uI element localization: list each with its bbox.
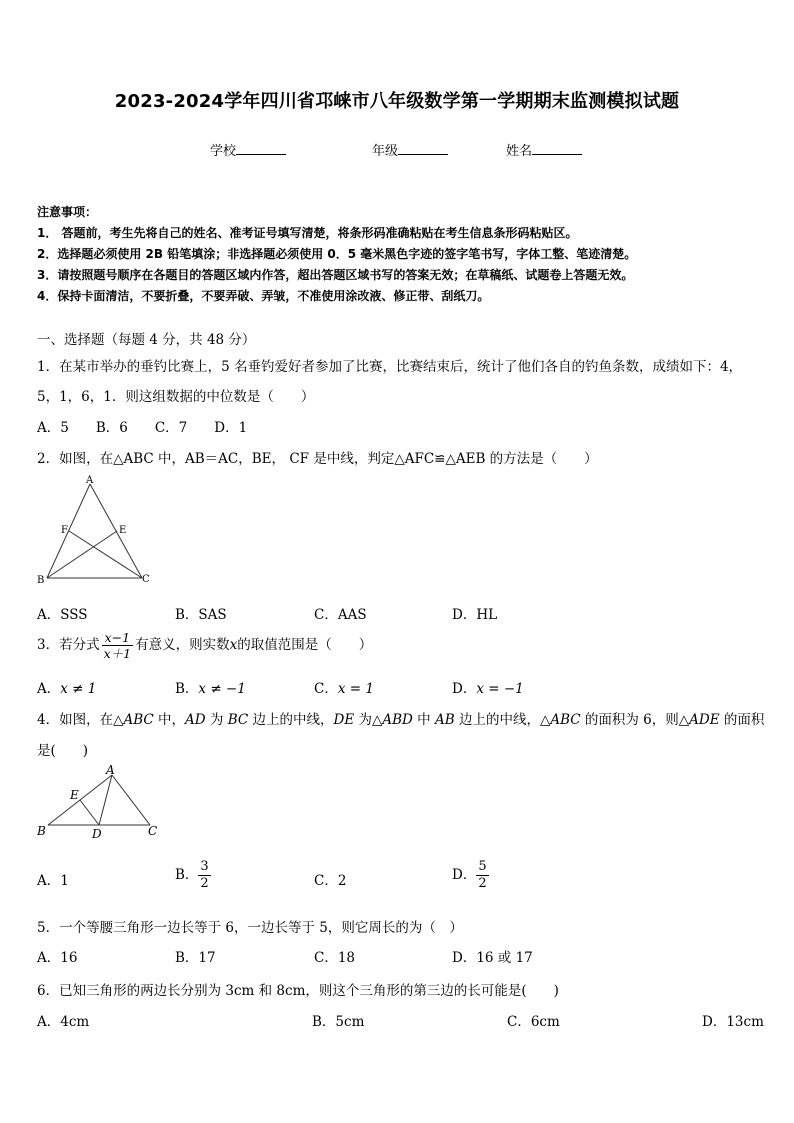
option-fraction (198, 859, 210, 892)
q4-line1 (37, 708, 764, 728)
option-math: x ≠ 1 (60, 681, 97, 697)
q3-text (37, 630, 372, 661)
q4-part: 为△ (354, 712, 383, 728)
q4-part: 的面积为 6，则△ (580, 712, 690, 728)
school-field (210, 140, 286, 159)
q5-option-a: A．16 (37, 950, 78, 966)
q3-suffix-a: 有意义，则实数 (135, 637, 230, 653)
option-value: 1 (60, 873, 69, 889)
q2-option-c: C．AAS (314, 607, 367, 623)
q2-option-d: D．HL (452, 607, 498, 623)
option-fraction (476, 859, 488, 892)
q3-option-a (37, 677, 96, 697)
section-heading: 一、选择题（每题 4 分，共 48 分） (37, 332, 256, 348)
q3-frac-den: x＋1 (103, 646, 132, 661)
q4-part: 4．如图，在△ (37, 712, 124, 728)
note-item: 3．请按照题号顺序在各题目的答题区域内作答，超出答题区域书写的答案无效；在草稿纸、试题卷上答题无效。 (37, 268, 634, 282)
name-label: 姓名 (506, 144, 533, 159)
frac-den: 2 (200, 876, 209, 891)
label-c: C (142, 574, 150, 585)
label-a: A (86, 475, 94, 486)
label-d: D (92, 827, 102, 841)
q3-frac-num: x−1 (102, 630, 134, 646)
q4-math: ABD (382, 712, 413, 728)
option-letter: D． (452, 867, 477, 883)
option-math: x = 1 (337, 681, 374, 697)
q4-part: 边上的中线，△ (454, 712, 551, 728)
q5-option-c: C．18 (314, 950, 356, 966)
option-math: x = −1 (476, 681, 524, 697)
segment-cf (69, 531, 142, 578)
q3-suffix-b: 的取值范围是（ ） (237, 637, 373, 653)
q6-option-a: A．4cm (37, 1014, 90, 1030)
q1-options: A．5 B．6 C．7 D．1 (37, 420, 248, 436)
q4-option-a (37, 869, 69, 889)
note-item: 2．选择题必须使用 2B 铅笔填涂；非选择题必须使用 0．5 毫米黑色字迹的签字笔书写，字体工整、笔迹清楚。 (37, 247, 637, 261)
option-letter: B． (175, 681, 199, 697)
segment-ad (99, 775, 112, 825)
q2-option-a: A．SSS (37, 607, 88, 623)
frac-den: 2 (478, 876, 487, 891)
note-item: 4．保持卡面清洁，不要折叠，不要弄破、弄皱，不准使用涂改液、修正带、刮纸刀。 (37, 289, 490, 303)
q4-math: DE (333, 712, 355, 728)
q4-math: AD (185, 712, 206, 728)
q4-math: AB (434, 712, 455, 728)
q5-text: 5．一个等腰三角形一边长等于 6，一边长等于 5，则它周长的为（ ） (37, 920, 463, 936)
notes-heading: 注意事项： (37, 205, 98, 219)
q6-option-d: D．13cm (702, 1014, 764, 1030)
frac-num: 3 (200, 859, 209, 874)
label-e: E (119, 525, 127, 536)
q4-option-d (452, 859, 489, 892)
school-label: 学校 (210, 144, 237, 159)
q4-part: 中 (412, 712, 435, 728)
label-b: B (37, 575, 45, 586)
option-value: 2 (337, 873, 347, 889)
q6-option-b: B．5cm (312, 1014, 365, 1030)
q4-math: ABC (123, 712, 154, 728)
grade-label: 年级 (372, 144, 399, 159)
q3-prefix: 3．若分式 (37, 637, 100, 653)
q4-line2: 是( ) (37, 743, 89, 759)
label-e: E (70, 788, 79, 802)
q2-figure (34, 474, 159, 589)
frac-num: 5 (478, 859, 487, 874)
name-field (506, 140, 582, 159)
q3-fraction (102, 630, 134, 661)
segment-ac (112, 775, 150, 825)
q4-part: 的面积 (719, 712, 765, 728)
name-blank (532, 142, 582, 155)
q2-option-b: B．SAS (175, 607, 227, 623)
label-c: C (148, 824, 158, 838)
q4-option-b (175, 859, 211, 892)
q4-option-c (314, 869, 346, 889)
segment-de (80, 800, 99, 825)
option-letter: C． (314, 873, 338, 889)
label-a: A (106, 763, 115, 777)
option-math: x ≠ −1 (198, 681, 246, 697)
page-title: 2023-2024学年四川省邛崃市八年级数学第一学期期末监测模拟试题 (114, 91, 680, 112)
q1-line1: 1．在某市举办的垂钓比赛上，5 名垂钓爱好者参加了比赛，比赛结束后，统计了他们各自的钓鱼条数，成绩如下：4， (37, 359, 743, 375)
q2-text: 2．如图，在△ABC 中，AB＝AC，BE， CF 是中线，判定△AFC≌△AEB 的方法是（ ） (37, 451, 598, 467)
q4-figure (34, 762, 169, 842)
q3-var: x (229, 637, 238, 653)
label-b: B (37, 824, 46, 838)
q4-math: ADE (689, 712, 720, 728)
q5-option-d: D．16 或 17 (452, 950, 533, 966)
option-letter: A． (37, 681, 61, 697)
q3-option-d (452, 677, 524, 697)
q6-text: 6．已知三角形的两边长分别为 3cm 和 8cm，则这个三角形的第三边的长可能是( ) (37, 983, 559, 999)
segment-ac (90, 484, 142, 578)
q4-part: 中， (153, 712, 186, 728)
q6-option-c: C．6cm (507, 1014, 560, 1030)
q4-math: BC (227, 712, 249, 728)
option-letter: A． (37, 873, 61, 889)
q3-option-b (175, 677, 246, 697)
grade-blank (398, 142, 448, 155)
school-blank (236, 142, 286, 155)
q5-option-b: B．17 (175, 950, 216, 966)
grade-field (372, 140, 448, 159)
q1-line2: 5，1，6，1．则这组数据的中位数是（ ） (37, 389, 315, 405)
note-item: 1． 答题前，考生先将自己的姓名、准考证号填写清楚，将条形码准确粘贴在考生信息条形码粘贴区。 (37, 226, 578, 240)
q4-part: 边上的中线， (248, 712, 334, 728)
label-f: F (61, 525, 68, 536)
option-letter: D． (452, 681, 477, 697)
option-letter: B． (175, 867, 199, 883)
q4-part: 为 (205, 712, 228, 728)
q4-math: ABC (550, 712, 581, 728)
q3-option-c (314, 677, 374, 697)
option-letter: C． (314, 681, 338, 697)
